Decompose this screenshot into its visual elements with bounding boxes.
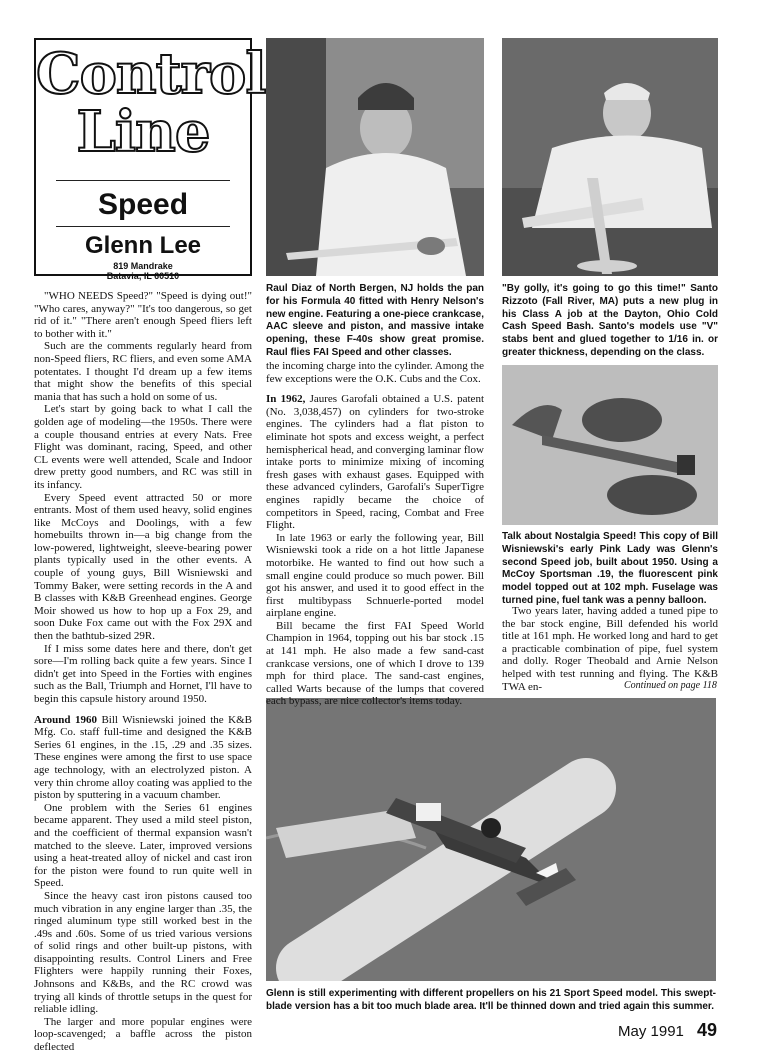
masthead-author: Glenn Lee xyxy=(84,232,202,259)
paragraph xyxy=(266,393,484,532)
paragraph: One problem with the Series 61 engines became apparent. They used a mild steel piston, and the coefficient of thermal expansion wasn't matched to the sleeve. Later, improved versions using a heat-treated alloy of nickel and cast iron for the piston were found to run quite well in Speed. xyxy=(34,801,252,890)
masthead-title-line2: Line xyxy=(76,99,210,165)
article-column-1 xyxy=(34,290,252,1054)
paragraph-text: Bill Wisniewski joined the K&B Mfg. Co. staff full-time and designed the K&B Series 61 engines, in the .15, .29 and .35 sizes. These engines were among the first to use space age technology, with an electrolyzed piston. A very thin chrome alloy coating was applied to the piston by sputtering in a vacuum chamber. xyxy=(34,713,253,802)
issue-date: May 1991 xyxy=(618,1023,684,1040)
continued-on-page: Continued on page 118 xyxy=(624,680,717,691)
paragraph: Let's start by going back to what I call the golden age of modeling—the 1950s. There were a couple thousand entries at every Nats. Free Flight was dominant, racing, Speed, and other CL events were well attended, Scale and Indoor drew pretty good numbers, and RC was still in its infancy. xyxy=(34,403,252,491)
paragraph: Two years later, having added a tuned pipe to the bar stock engine, Bill defended his world title at 161 mph. He worked long and hard to get a practicable combination of pipe, fuel system and dolly. Roger Theobald and Arnie Nelson helped with test running and flying. The K&B TWA en- xyxy=(502,605,718,693)
photo-raul-diaz xyxy=(266,38,484,276)
caption-pink-lady: Talk about Nostalgia Speed! This copy of Bill Wisniewski's early Pink Lady was Glenn's second Speed job, built about 1950. Using a McCoy Sportsman .19, the fluorescent pink model topped out at 102 mph. Fuselage was turned pine, fuel tank was a penny balloon. xyxy=(502,531,718,606)
caption-sport-speed: Glenn is still experimenting with different propellers on his 21 Sport Speed model. This swept-blade version has a bit too much blade area. It'll be thinned down and tried again this summer. xyxy=(266,988,716,1012)
photo-santo-rizzoto xyxy=(502,38,718,276)
masthead-address-line1: 819 Mandrake xyxy=(113,261,173,271)
masthead-section: Speed xyxy=(97,188,189,221)
paragraph: In late 1963 or early the following year, Bill Wisniewski took a ride on a hot little Japanese motorbike. He wanted to find out how such a small engine could produce so much power. Bill got his answer, and used it to good effect in the first multibypass Schnuerle-ported model airplane engine. xyxy=(266,531,484,620)
paragraph: Since the heavy cast iron pistons caused too much vibration in any engine larger than .35, the ringed aluminum type still worked best in the .49s and .60s. Some of us tried various versions of solid rings and other built-up pistons, with disappointing results. Control Liners and Free Flighters were happily running their Foxes, Johnsons and K&Bs, and the RC crowd was trying all kinds of throttle setups in the quest for reliable idling. xyxy=(34,889,252,1016)
photo-pink-lady-model xyxy=(502,365,718,525)
paragraph: The larger and more popular engines were loop-scavenged; a baffle across the piston deflected xyxy=(34,1015,252,1054)
column-masthead xyxy=(34,38,266,281)
page-number: 49 xyxy=(697,1020,718,1040)
masthead-address-line2: Batavia, IL 60510 xyxy=(106,271,180,281)
paragraph-lead-in: Around 1960 xyxy=(34,713,97,726)
paragraph: the incoming charge into the cylinder. Among the few exceptions were the O.K. Cubs and the Cox. xyxy=(266,360,484,385)
paragraph-text: Jaures Garofali obtained a U.S. patent (No. 3,038,457) on cylinders for two-stroke engines. The cylinders had a flat piston to eliminate hot spots and excess weight, a perfect hemispherical head, and converging laminar flow intake ports to minimize mixing of incoming fresh gases with exhaust gases. Equipped with these advanced cylinders, Garofali's SuperTigre engines rapidly became the choice of competitors in Speed, racing, Combat and Free Flight. xyxy=(266,393,484,532)
paragraph: If I miss some dates here and there, don't get sore—I'm rolling back quite a few years. Since I didn't get into Speed in the Forties with engines such as the Ball, Triumph and Hornet, I'll have to begin this capsule history around 1950. xyxy=(34,642,252,705)
paragraph-lead-in: In 1962, xyxy=(266,393,306,406)
masthead-rule-top xyxy=(56,180,230,181)
masthead-rule-bottom xyxy=(56,226,230,227)
caption-santo-rizzoto: "By golly, it's going to go this time!" Santo Rizzoto (Fall River, MA) puts a new plug in his Class A job at the Dayton, Ohio Cold Cash Speed Bash. Santo's models use "V" stabs bent and glued together to 1/16 in. or greater thickness, depending on the class. xyxy=(502,283,718,358)
paragraph: Bill became the first FAI Speed World Champion in 1964, topping out his bar stock .15 at 141 mph. He also made a few sand-cast crankcase versions, one of which I drove to 139 mph for third place. The sand-cast engines, called Warts because of the lumps that covered each bypass, are nice collector's items today. xyxy=(266,619,484,708)
article-column-2 xyxy=(266,360,484,708)
paragraph: "WHO NEEDS Speed?" "Speed is dying out!" "Who cares, anyway?" "It's too dangerous, so get rid of it." "There aren't enough Speed fliers left to bother with it." xyxy=(34,290,252,340)
caption-raul-diaz: Raul Diaz of North Bergen, NJ holds the pan for his Formula 40 fitted with Henry Nelson's new engine. Featuring a one-piece crankcase, AAC sleeve and piston, and massive intake opening, these F-40s show great promise. Raul flies FAI Speed and other classes. xyxy=(266,283,484,358)
photo-sport-speed-model xyxy=(266,698,716,981)
paragraph: Every Speed event attracted 50 or more entrants. Most of them used heavy, solid engines like McCoys and Doolings, with a few homebuilts thrown in—a big change from the low-powered, lightweight, sleeve-bearing power plants typically used in the other events. A couple of young guys, Bill Wisniewski and Tommy Baker, were setting records in the A and B classes with K&B Greenhead engines. George Moir showed us how to hop up a Fox 29, and soon Duke Fox came out with the Fox 29X and then the bathtub-sized 29R. xyxy=(34,491,252,643)
paragraph xyxy=(34,714,252,802)
paragraph: Such are the comments regularly heard from non-Speed fliers, RC fliers, and even some AMA potentates. I thought I'd dream up a few items that might show the benefits of this special mania that has such a hold on some of us. xyxy=(34,340,252,403)
masthead-title-line1: Control xyxy=(36,41,266,107)
